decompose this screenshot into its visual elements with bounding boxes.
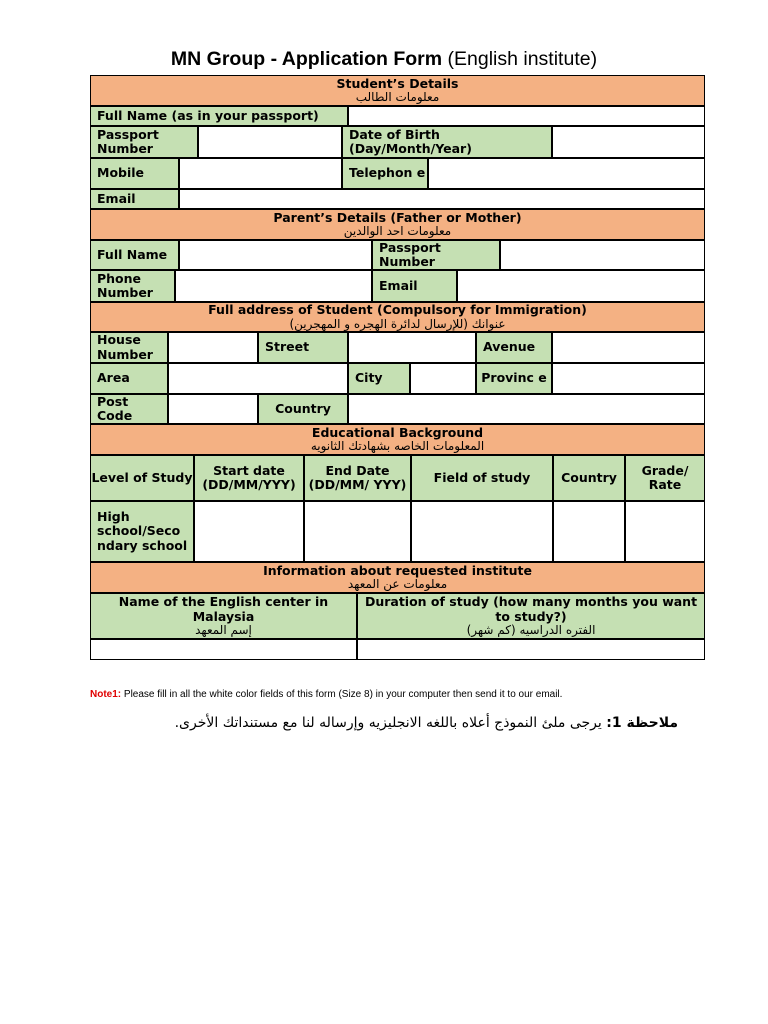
note-1-arabic — [90, 715, 678, 731]
parent-phone-field[interactable] — [175, 270, 372, 302]
application-form — [90, 75, 705, 660]
house-number-field[interactable] — [168, 332, 258, 363]
address-section-header — [90, 302, 705, 332]
area-field[interactable] — [168, 363, 348, 394]
parents-header-ar: معلومات احد الوالدين — [343, 224, 452, 239]
students-section-header — [90, 75, 705, 106]
page-title — [0, 48, 768, 71]
column-header-level: Level of Study — [90, 455, 194, 501]
study-duration-field[interactable] — [357, 639, 705, 660]
area-label: Area — [90, 363, 168, 394]
province-field[interactable] — [552, 363, 705, 394]
institute-section-header — [90, 562, 705, 593]
column-header-start-date: Start date (DD/MM/YYY) — [194, 455, 304, 501]
parent-email-field[interactable] — [457, 270, 705, 302]
institute-header-ar: معلومات عن المعهد — [347, 577, 448, 592]
study-duration-label-ar: الفتره الدراسيه (كم شهر) — [466, 623, 596, 637]
parent-passport-label: Passport Number — [372, 240, 500, 270]
title-suffix: (English institute) — [442, 48, 598, 70]
column-header-grade: Grade/ Rate — [625, 455, 705, 501]
high-school-row-label: High school/Seco ndary school — [90, 501, 194, 562]
city-field[interactable] — [410, 363, 476, 394]
student-dob-field[interactable] — [552, 126, 705, 158]
high-school-grade-field[interactable] — [625, 501, 705, 562]
note-1-arabic-label: ملاحظة 1: — [606, 715, 678, 731]
parent-email-label: Email — [372, 270, 457, 302]
student-email-field[interactable] — [179, 189, 705, 209]
english-center-field[interactable] — [90, 639, 357, 660]
study-duration-label — [357, 593, 705, 639]
student-mobile-label: Mobile — [90, 158, 179, 189]
country-label: Country — [258, 394, 348, 424]
city-label: City — [348, 363, 410, 394]
note-1-label: Note1: — [90, 689, 122, 700]
students-header-ar: معلومات الطالب — [355, 90, 440, 105]
country-field[interactable] — [348, 394, 705, 424]
student-passport-field[interactable] — [198, 126, 342, 158]
student-dob-label: Date of Birth (Day/Month/Year) — [342, 126, 552, 158]
post-code-field[interactable] — [168, 394, 258, 424]
note-1-text: Please fill in all the white color fields of this form (Size 8) in your computer then send it to our email. — [121, 689, 563, 700]
parent-phone-label: Phone Number — [90, 270, 175, 302]
street-label: Street — [258, 332, 348, 363]
institute-header-en: Information about requested institute — [263, 562, 532, 578]
english-center-label — [90, 593, 357, 639]
title-main: MN Group - Application Form — [170, 48, 443, 70]
parents-section-header — [90, 209, 705, 240]
column-header-end-date: End Date (DD/MM/ YYY) — [304, 455, 411, 501]
parent-full-name-label: Full Name — [90, 240, 179, 270]
parents-header-en: Parent’s Details (Father or Mother) — [273, 209, 522, 225]
student-full-name-field[interactable] — [348, 106, 705, 126]
province-label: Provinc e — [476, 363, 552, 394]
column-header-field-of-study: Field of study — [411, 455, 553, 501]
street-field[interactable] — [348, 332, 476, 363]
address-header-en: Full address of Student (Compulsory for Immigration) — [208, 302, 587, 318]
parent-full-name-field[interactable] — [179, 240, 372, 270]
post-code-label: Post Code — [90, 394, 168, 424]
avenue-field[interactable] — [552, 332, 705, 363]
study-duration-label-en: Duration of study (how many months you want to study?) — [364, 594, 698, 624]
education-section-header — [90, 424, 705, 455]
student-telephone-label: Telephon e — [342, 158, 428, 189]
address-header-ar: عنوانك (للإرسال لدائرة الهجره و المهجرين) — [289, 316, 506, 331]
english-center-label-en: Name of the English center in Malaysia — [118, 594, 329, 624]
parent-passport-field[interactable] — [500, 240, 705, 270]
student-full-name-label: Full Name (as in your passport) — [90, 106, 348, 126]
education-header-en: Educational Background — [311, 424, 484, 440]
high-school-end-date-field[interactable] — [304, 501, 411, 562]
column-header-country: Country — [553, 455, 625, 501]
student-email-label: Email — [90, 189, 179, 209]
avenue-label: Avenue — [476, 332, 552, 363]
student-passport-label: Passport Number — [90, 126, 198, 158]
note-1-english — [90, 689, 562, 700]
student-telephone-field[interactable] — [428, 158, 705, 189]
english-center-label-ar: إسم المعهد — [195, 623, 252, 637]
high-school-start-date-field[interactable] — [194, 501, 304, 562]
high-school-country-field[interactable] — [553, 501, 625, 562]
education-header-ar: المعلومات الخاصه بشهادتك الثانويه — [310, 439, 485, 454]
students-header-en: Student’s Details — [336, 75, 459, 91]
student-mobile-field[interactable] — [179, 158, 342, 189]
house-number-label: House Number — [90, 332, 168, 363]
high-school-field-of-study-field[interactable] — [411, 501, 553, 562]
note-1-arabic-text: يرجى ملئ النموذج أعلاه باللغه الانجليزيه وإرساله لنا مع مستنداتك الأخرى. — [174, 715, 607, 731]
